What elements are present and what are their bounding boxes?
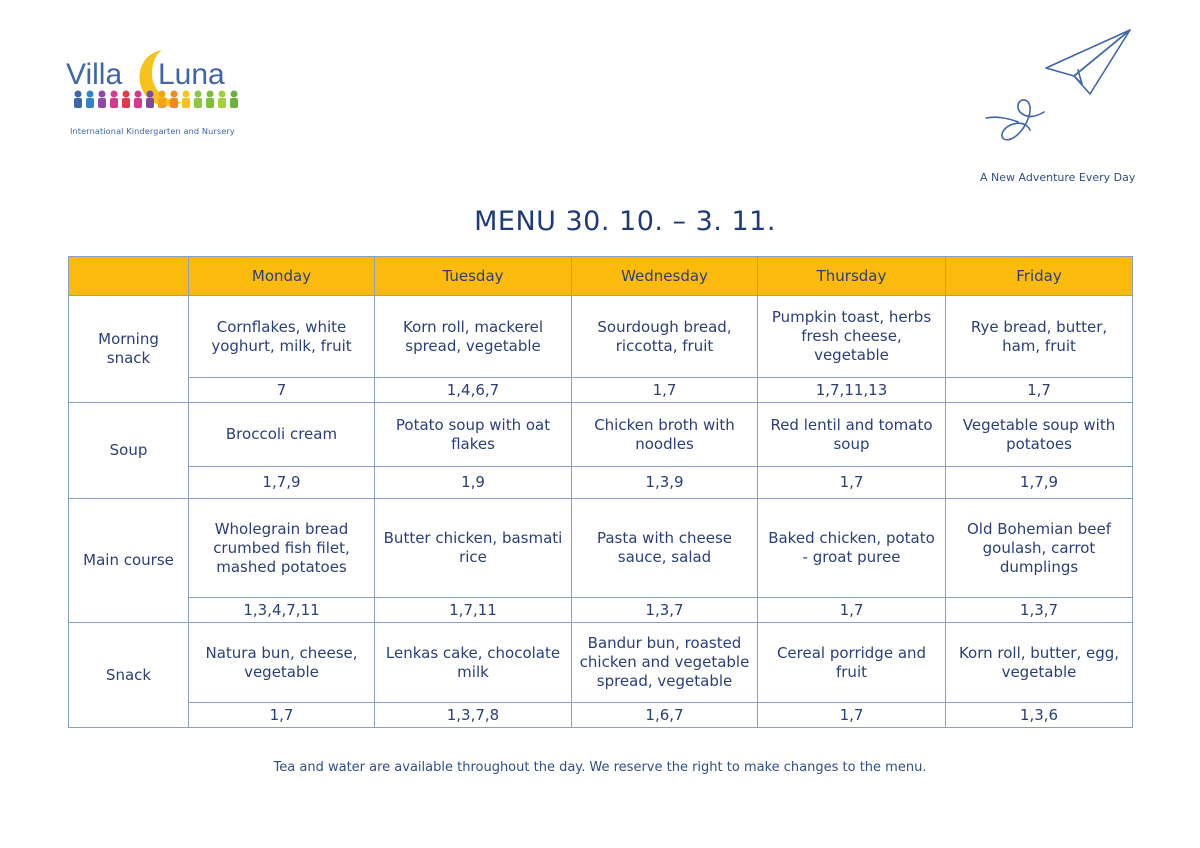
meal-cell: Cereal porridge and fruit — [758, 623, 946, 703]
allergen-cell: 1,6,7 — [572, 703, 758, 728]
allergen-cell: 1,7 — [758, 467, 946, 499]
meal-type-label: Morning snack — [69, 296, 189, 403]
meal-cell: Pumpkin toast, herbs fresh cheese, vegetable — [758, 296, 946, 378]
meal-cell: Cornflakes, white yoghurt, milk, fruit — [189, 296, 375, 378]
allergen-cell: 1,3,7,8 — [375, 703, 572, 728]
logo-subtitle: International Kindergarten and Nursery — [70, 126, 235, 136]
day-header: Tuesday — [375, 257, 572, 296]
tagline: A New Adventure Every Day — [980, 171, 1136, 184]
allergen-cell: 1,7,9 — [189, 467, 375, 499]
allergen-row — [69, 598, 1133, 623]
allergen-cell: 1,3,6 — [946, 703, 1133, 728]
meal-cell: Butter chicken, basmati rice — [375, 499, 572, 598]
meal-cell: Old Bohemian beef goulash, carrot dumplings — [946, 499, 1133, 598]
table-header-row — [69, 257, 1133, 296]
meal-cell: Vegetable soup with potatoes — [946, 403, 1133, 467]
allergen-row — [69, 378, 1133, 403]
corner-cell — [69, 257, 189, 296]
day-header: Monday — [189, 257, 375, 296]
meal-type-label: Snack — [69, 623, 189, 728]
page-title: MENU 30. 10. – 3. 11. — [474, 206, 776, 237]
table-row — [69, 296, 1133, 378]
allergen-cell: 1,7 — [946, 378, 1133, 403]
meal-cell: Potato soup with oat flakes — [375, 403, 572, 467]
meal-type-label: Main course — [69, 499, 189, 623]
allergen-cell: 1,7 — [572, 378, 758, 403]
day-header: Friday — [946, 257, 1133, 296]
allergen-cell: 1,7 — [189, 703, 375, 728]
footer-note: Tea and water are available throughout the day. We reserve the right to make changes to the menu. — [273, 760, 927, 775]
meal-cell: Red lentil and tomato soup — [758, 403, 946, 467]
meal-cell: Lenkas cake, chocolate milk — [375, 623, 572, 703]
allergen-cell: 1,3,7 — [946, 598, 1133, 623]
meal-cell: Wholegrain bread crumbed fish filet, mashed potatoes — [189, 499, 375, 598]
meal-cell: Korn roll, butter, egg, vegetable — [946, 623, 1133, 703]
allergen-cell: 1,3,9 — [572, 467, 758, 499]
meal-cell: Bandur bun, roasted chicken and vegetable spread, vegetable — [572, 623, 758, 703]
meal-cell: Sourdough bread, riccotta, fruit — [572, 296, 758, 378]
day-header: Thursday — [758, 257, 946, 296]
paper-plane-icon — [978, 26, 1138, 166]
meal-cell: Rye bread, butter, ham, fruit — [946, 296, 1133, 378]
allergen-cell: 1,3,7 — [572, 598, 758, 623]
table-row — [69, 403, 1133, 467]
meal-cell: Chicken broth with noodles — [572, 403, 758, 467]
meal-cell: Broccoli cream — [189, 403, 375, 467]
table-row — [69, 623, 1133, 703]
allergen-cell: 1,4,6,7 — [375, 378, 572, 403]
meal-type-label: Soup — [69, 403, 189, 499]
logo-word-villa: Villa — [66, 58, 123, 91]
allergen-row — [69, 703, 1133, 728]
meal-cell: Pasta with cheese sauce, salad — [572, 499, 758, 598]
allergen-cell: 1,7 — [758, 703, 946, 728]
allergen-cell: 1,7,11,13 — [758, 378, 946, 403]
allergen-row — [69, 467, 1133, 499]
allergen-cell: 1,7,9 — [946, 467, 1133, 499]
table-row — [69, 499, 1133, 598]
meal-cell: Natura bun, cheese, vegetable — [189, 623, 375, 703]
villa-luna-logo — [66, 44, 246, 140]
allergen-cell: 1,7,11 — [375, 598, 572, 623]
meal-cell: Korn roll, mackerel spread, vegetable — [375, 296, 572, 378]
menu-table — [68, 256, 1133, 728]
allergen-cell: 1,3,4,7,11 — [189, 598, 375, 623]
allergen-cell: 1,9 — [375, 467, 572, 499]
allergen-cell: 7 — [189, 378, 375, 403]
villa-luna-logo-icon — [66, 44, 246, 124]
day-header: Wednesday — [572, 257, 758, 296]
logo-word-luna: Luna — [158, 58, 225, 91]
allergen-cell: 1,7 — [758, 598, 946, 623]
meal-cell: Baked chicken, potato - groat puree — [758, 499, 946, 598]
